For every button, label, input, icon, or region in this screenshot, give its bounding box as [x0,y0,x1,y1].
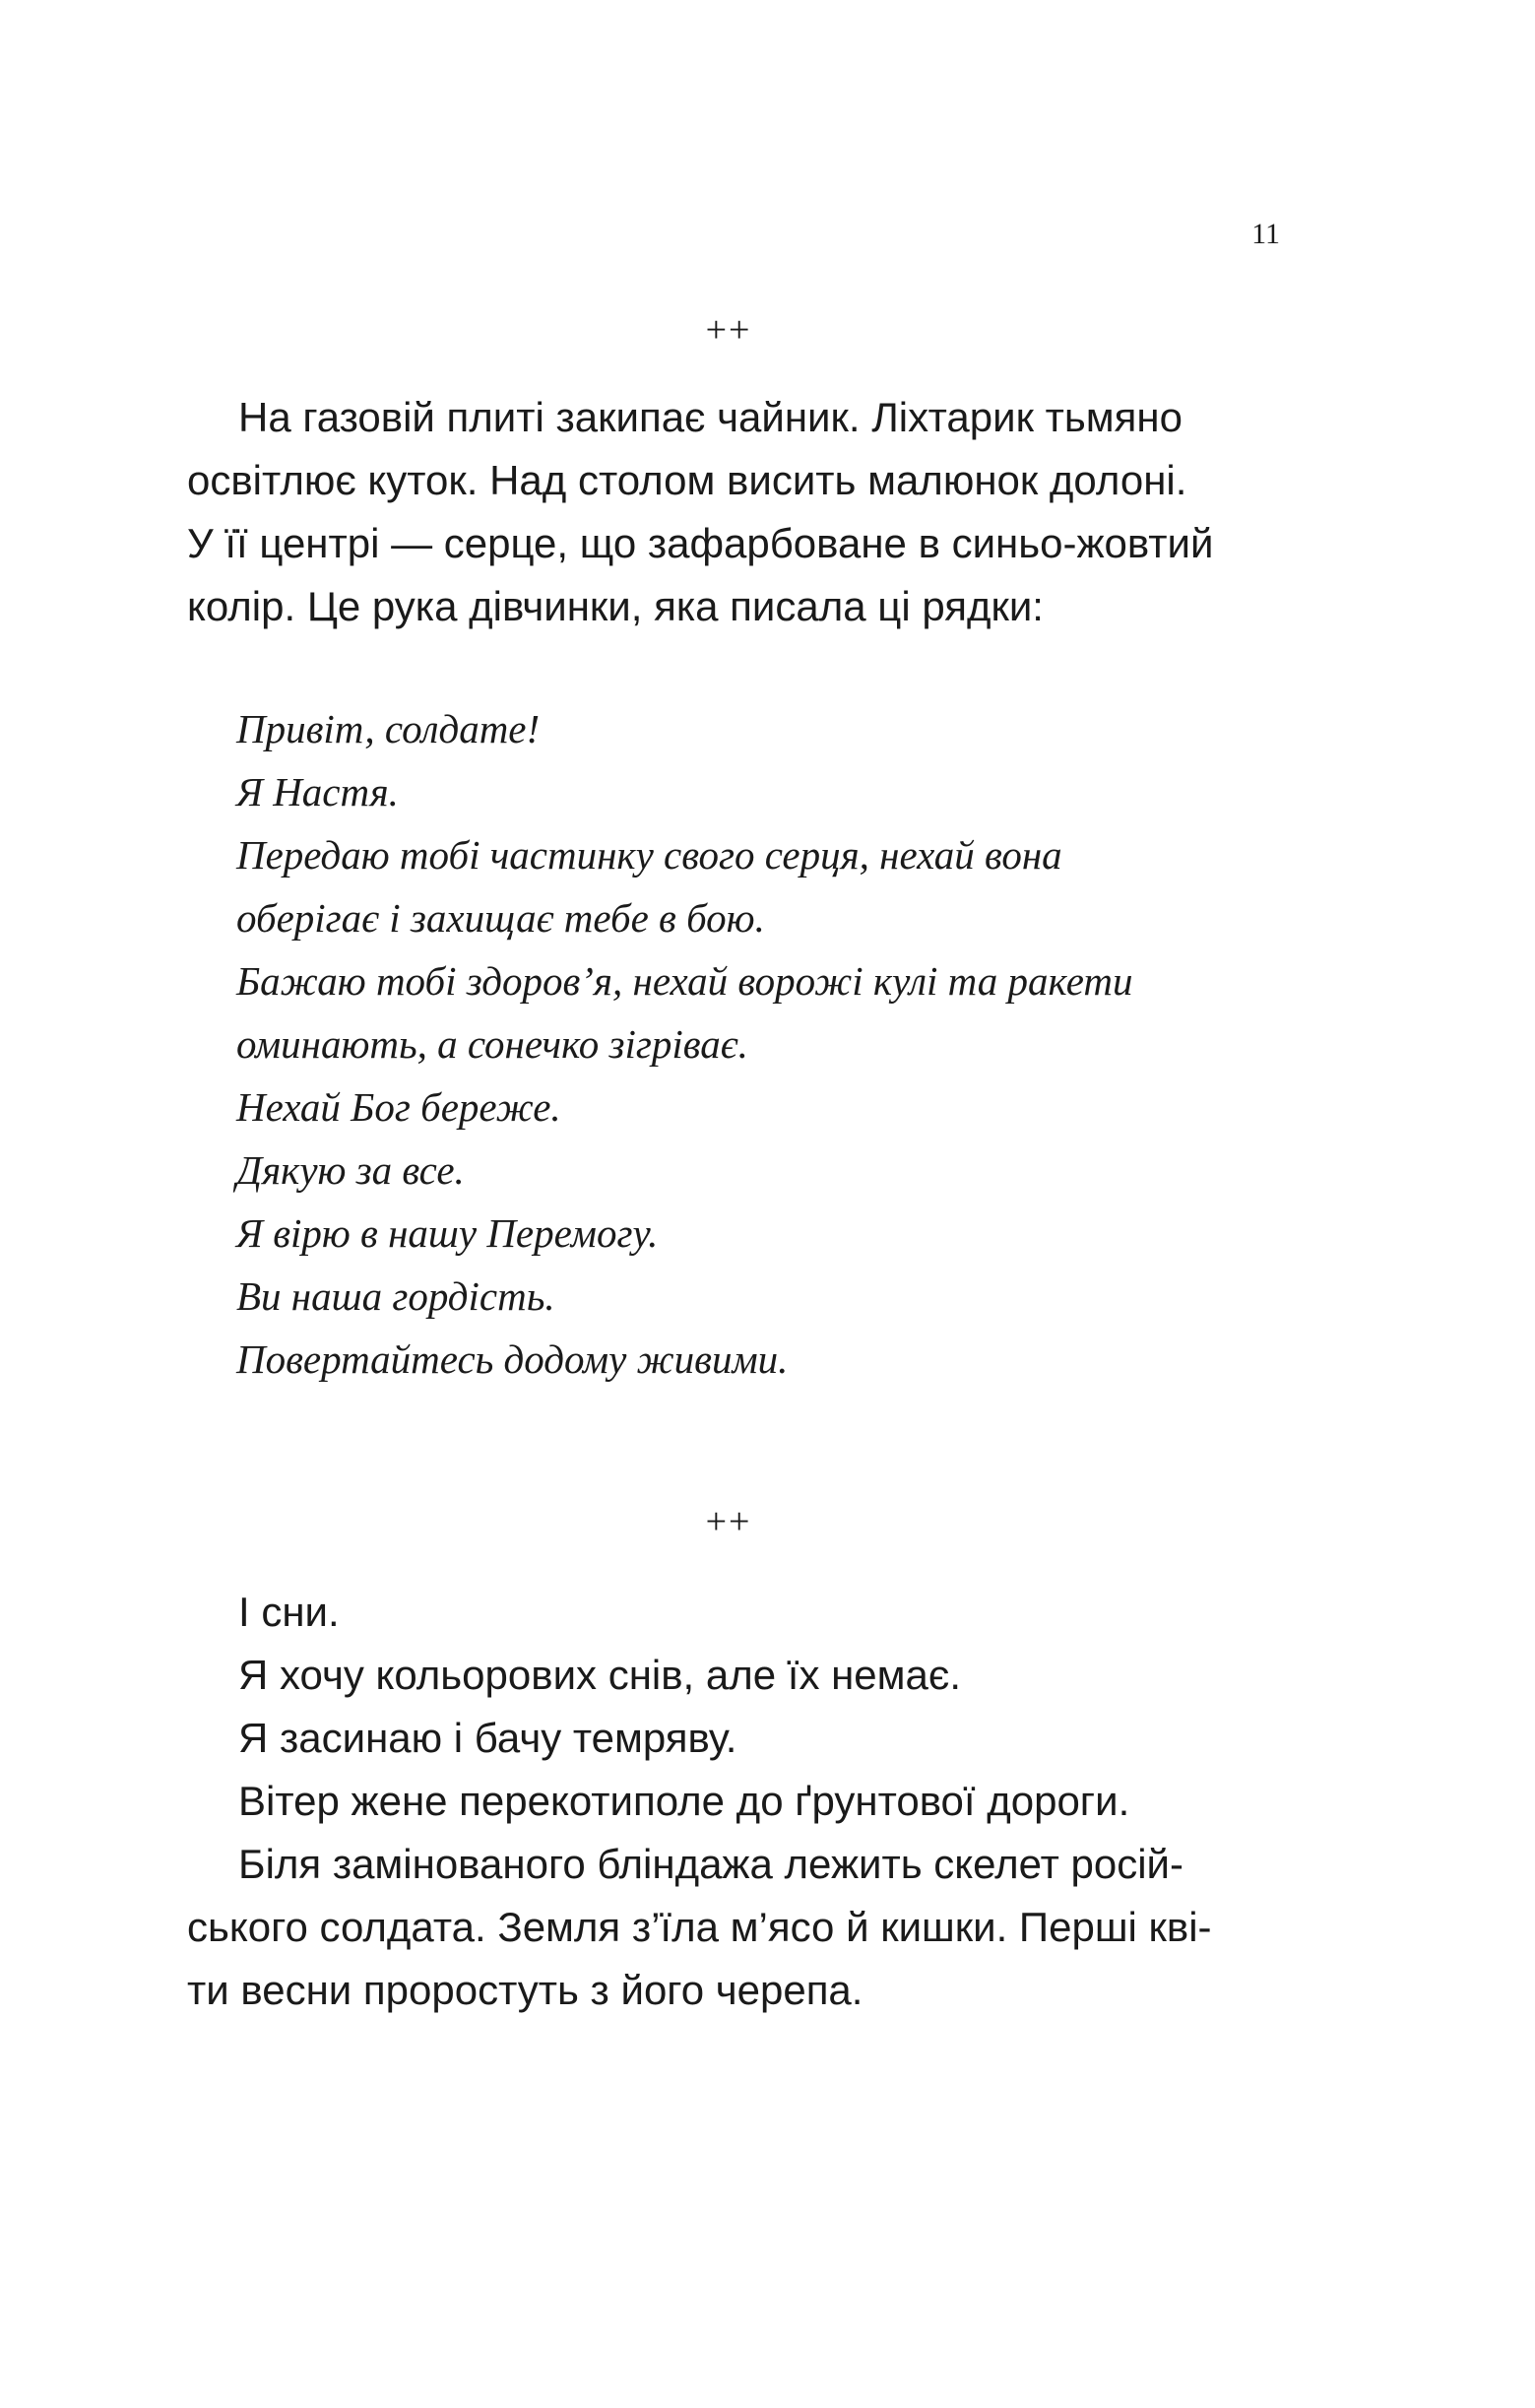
paragraph-line: колір. Це рука дівчинки, яка писала ці рядки: [187,583,1044,629]
paragraph-line: ти весни проростуть з його черепа. [187,1967,863,2013]
letter-line: Привіт, солдате! [236,706,541,751]
letter-line: Я вірю в нашу Перемогу. [236,1210,659,1256]
paragraph-line: На газовій плиті закипає чайник. Ліхтарик тьмяно [238,394,1183,440]
letter-line: Повертайтесь додому живими. [236,1336,789,1382]
paragraph-line: Вітер жене перекотиполе до ґрунтової дороги. [238,1778,1130,1824]
paragraph-intro [187,386,1278,638]
letter-line: оминають, а сонечко зігріває. [236,1021,748,1067]
letter-line: Ви наша гордість. [236,1273,555,1319]
letter-line: Передаю тобі частинку свого серця, нехай вона [236,832,1062,878]
paragraph-line: І сни. [238,1589,340,1635]
child-letter [236,697,1300,1391]
paragraph-line: Біля замінованого бліндажа лежить скелет росій- [238,1841,1183,1887]
section-separator-1: ++ [705,309,752,351]
page-number: 11 [1251,218,1280,250]
paragraph-line: ського солдата. Земля з’їла м’ясо й кишки. Перші кві- [187,1904,1212,1950]
paragraph-line: Я засинаю і бачу темряву. [238,1715,737,1761]
paragraph-line: Я хочу кольорових снів, але їх немає. [238,1652,961,1698]
letter-line: Нехай Бог береже. [236,1084,561,1130]
paragraph-line: У її центрі — серце, що зафарбоване в синьо-жовтий [187,520,1214,566]
paragraph-line: освітлює куток. Над столом висить малюнок долоні. [187,457,1187,503]
section-separator-2: ++ [705,1501,752,1542]
letter-line: Дякую за все. [236,1147,465,1193]
letter-line: оберігає і захищає тебе в бою. [236,895,765,941]
letter-line: Я Настя. [236,769,399,814]
letter-line: Бажаю тобі здоров’я, нехай ворожі кулі та ракети [236,958,1133,1004]
paragraph-dreams [187,1581,1278,2022]
